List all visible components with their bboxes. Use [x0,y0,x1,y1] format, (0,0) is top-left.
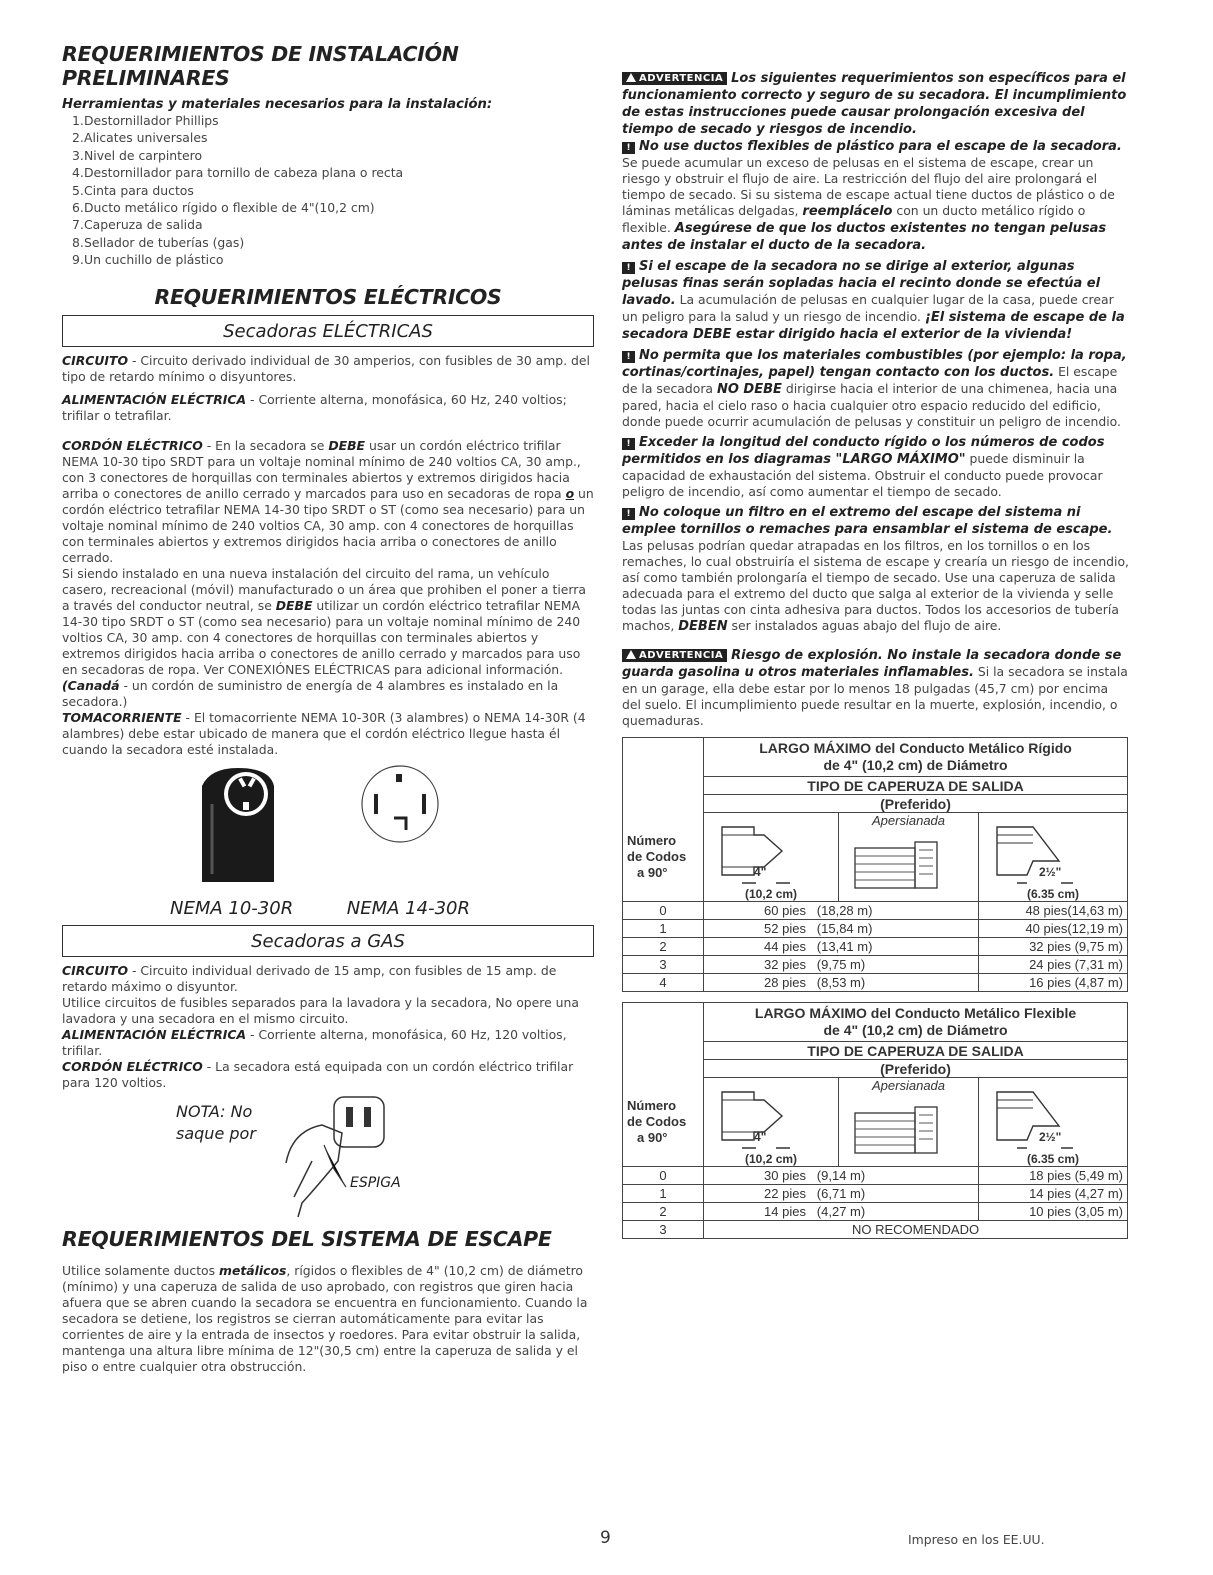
prong-label: ESPIGA [350,1174,401,1191]
angled-hood-cell: 2½" (6.35 cm) [979,813,1128,902]
list-item: 8.Sellador de tuberías (gas) [72,234,245,250]
table-subheader: (Preferido) [704,1060,1128,1078]
table-row: 0 30 pies (9,14 m) 18 pies (5,49 m) [623,1167,1128,1185]
warning-triangle-icon: ! [622,262,635,274]
page-number: 9 [600,1528,611,1548]
hood-cell: 4" (10,2 cm) [704,813,839,902]
electric-dryers-box: Secadoras ELÉCTRICAS [62,315,594,347]
tools-list [62,112,594,269]
list-item: 5.Cinta para ductos [72,182,194,198]
warning-triangle-icon: ! [622,142,635,154]
flexible-duct-table [622,1002,1128,1239]
elbows-header: Número de Codos a 90° [623,1078,704,1167]
list-item: 4.Destornillador para tornillo de cabeza plana o recta [72,165,404,181]
box-hood-icon [708,1086,834,1156]
circuit-paragraph: CIRCUITO - Circuito derivado individual de 30 amperios, con fusibles de 30 amp. del tipo de retardo mínimo o disyuntores. [62,352,590,384]
table-row: 3 NO RECOMENDADO [623,1221,1128,1239]
warning-badge: ADVERTENCIA [622,72,727,85]
table-subheader: TIPO DE CAPERUZA DE SALIDA [704,777,1128,795]
plug-figure [62,1091,594,1219]
louvered-cell: Apersianada [839,1078,979,1167]
printed-in-note: Impreso en los EE.UU. [908,1532,1045,1547]
warning-triangle-icon [626,650,636,659]
warning-5: ! Exceder la longitud del conducto rígido o los números de codos permitidos en los diagramas "LARGO MÁXIMO" puede disminuir la capacidad de exhaustación del sistema. Obstruir el conducto puede provocar peligro de incendio, así como aumentar el tiempo de secado. [622,435,1105,499]
angled-hood-icon [983,1086,1123,1156]
table-row: 0 60 pies (18,28 m) 48 pies(14,63 m) [623,902,1128,920]
list-item: 2.Alicates universales [72,130,208,146]
warning-1: ADVERTENCIA Los siguientes requerimientos son específicos para el funcionamiento correcto y seguro de su secadora. El incumplimiento de estas instrucciones puede causar prolongación excesiva del tiempo de secado y riesgos de incendio. [622,71,1127,137]
warning-badge: ADVERTENCIA [622,649,727,662]
table-row: 2 44 pies (13,41 m) 32 pies (9,75 m) [623,938,1128,956]
note-label: NOTA: No [176,1101,253,1121]
louvered-hood-icon [843,1093,973,1163]
left-column [62,42,594,1375]
gas-circuit-paragraph: CIRCUITO - Circuito individual derivado de 15 amp, con fusibles de 15 amp. de retardo máximo o disyuntor. Utilice circuitos de fusibles separados para la lavadora y la secadora, No opere una lavadora y una secadora en el mismo circuito. ALIMENTACIÓN ELÉCTRICA - Corriente alterna, monofásica, 60 Hz, 120 voltios, trifilar. CORDÓN ELÉCTRICO - La secadora está equipada con un cordón eléctrico trifilar para 120 voltios. [62,962,579,1090]
warning-2: ! No use ductos flexibles de plástico para el escape de la secadora. Se puede acumular un exceso de pelusas en el sistema de escape, crear un riesgo y obstruir el flujo de aire. La restricción del flujo del aire prolongará el tiempo de secado. Si su sistema de escape actual tiene ductos de plástico o de láminas metálicas delgadas, reemplácelo con un ducto metálico rígido o flexible. Asegúrese de que los ductos existentes no tengan pelusas antes de instalar el ducto de la secadora. [622,139,1122,253]
gas-dryers-box: Secadoras a GAS [62,925,594,957]
warning-triangle-icon [626,73,636,82]
list-item: 7.Caperuza de salida [72,217,203,233]
table-subheader: TIPO DE CAPERUZA DE SALIDA [704,1042,1128,1060]
table-row: 1 52 pies (15,84 m) 40 pies(12,19 m) [623,920,1128,938]
nema-14-30r-receptacle-icon [362,766,438,842]
receptacle-illustration [62,764,594,892]
preliminary-title: REQUERIMIENTOS DE INSTALACIÓN PRELIMINARES [62,42,459,90]
table-row: 2 14 pies (4,27 m) 10 pies (3,05 m) [623,1203,1128,1221]
table-title: LARGO MÁXIMO del Conducto Metálico Flexible de 4" (10,2 cm) de Diámetro [704,1003,1128,1042]
nema-10-30r-receptacle-icon [202,768,274,882]
list-item: 6.Ducto metálico rígido o flexible de 4"(10,2 cm) [72,200,375,216]
warning-triangle-icon: ! [622,438,635,450]
hood-cell: 4" (10,2 cm) [704,1078,839,1167]
list-item: 3.Nivel de carpintero [72,147,203,163]
right-column [622,70,1130,1239]
warning-4: ! No permita que los materiales combustibles (por ejemplo: la ropa, cortinas/cortinajes, papel) tengan contacto con los ductos. El escape de la secadora NO DEBE dirigirse hacia el interior de una chimenea, hacia una pared, hacia el cielo raso o hacia cualquier otro espacio reducido del edificio, donde puede ocurrir acumulación de pelusas y constituir un peligro de incendio. [622,348,1127,429]
louvered-cell: Apersianada [839,813,979,902]
exhaust-paragraph: Utilice solamente ductos metálicos, rígidos o flexibles de 4" (10,2 cm) de diámetro (mínimo) y una caperuza de salida de uso aprobado, con registros que giren hacia afuera que se abren cuando la secadora se encuentra en funcionamiento. Cuando la secadora se detiene, los registros se cierran automáticamente para evitar las corrientes de aire y la entrada de insectos y roedores. Para evitar obstruir la salida, mantenga una altura libre mínima de 12"(30,5 cm) entre la caperuza de salida y el piso o entre cualquier otra obstrucción. [62,1262,588,1374]
warning-triangle-icon: ! [622,351,635,363]
nema-labels [170,898,470,919]
angled-hood-cell: 2½" (6.35 cm) [979,1078,1128,1167]
table-row: 1 22 pies (6,71 m) 14 pies (4,27 m) [623,1185,1128,1203]
elbows-header: Número de Codos a 90° [623,813,704,902]
warning-triangle-icon: ! [622,508,635,520]
nema-10-30r-label: NEMA 10-30R [170,897,294,919]
nema-14-30r-label: NEMA 14-30R [346,897,470,919]
tools-heading: Herramientas y materiales necesarios para la instalación: [62,97,493,112]
receptacle-figures [62,764,594,892]
table-row: 3 32 pies (9,75 m) 24 pies (7,31 m) [623,956,1128,974]
warning-7: ADVERTENCIA Riesgo de explosión. No instale la secadora donde se guarda gasolina u otros materiales inflamables. Si la secadora se instala en un garage, ella debe estar por lo menos 18 pulgadas (45,7 cm) por encima del suelo. El incumplimiento puede resultar en la muerte, explosión, incendio, o quemaduras. [622,648,1128,728]
angled-hood-icon [983,821,1123,891]
table-title: LARGO MÁXIMO del Conducto Metálico Rígido de 4" (10,2 cm) de Diámetro [704,738,1128,777]
power-paragraph: ALIMENTACIÓN ELÉCTRICA - Corriente alterna, monofásica, 60 Hz, 240 voltios; trifilar o tetrafilar. [62,391,567,423]
list-item: 1.Destornillador Phillips [72,113,219,128]
cord-paragraph: CORDÓN ELÉCTRICO - En la secadora se DEBE usar un cordón eléctrico trifilar NEMA 10-30 tipo SRDT para un voltaje nominal mínimo de 240 voltios CA, 30 amp., con 3 conectores de horquillas con terminales abiertos y extremos dirigidos hacia arriba o conectores de anillo cerrado y marcados para uso en secadoras de ropa o un cordón eléctrico tetrafilar NEMA 14-30 tipo SRDT o ST (como sea necesario) para un voltaje nominal mínimo de 240 voltios CA, 30 amp. con 4 conectores de horquillas con terminales abiertos y extremos dirigidos hacia arriba o conectores de anillo cerrado. Si siendo instalado en una nueva instalación del circuito del rama, un vehículo casero, recreacional (móvil) manufacturado o un área que prohiben el poner a tierra a través del conductor neutral, se DEBE utilizar un cordón eléctrico tetrafilar NEMA 14-30 tipo SRDT o ST (como sea necesario) para un voltaje nominal mínimo de 240 voltios CA, 30 amp. con 4 conectores de horquillas con terminales abiertos y extremos dirigidos hacia arriba o conectores de anillo cerrado y marcados para uso en secadoras de ropa. Ver CONEXIÓNES ELÉCTRICAS para adicional información. (Canadá - un cordón de suministro de energía de 4 alambres es instalado en la secadora.) TOMACORRIENTE - El tomacorriente NEMA 10-30R (3 alambres) o NEMA 14-30R (4 alambres) debe estar ubicado de manera que el cordón eléctrico llegue hasta él cuando la secadora esté instalada. [62,437,594,757]
table-subheader: (Preferido) [704,795,1128,813]
table-row: 4 28 pies (8,53 m) 16 pies (4,87 m) [623,974,1128,992]
warning-3: ! Si el escape de la secadora no se dirige al exterior, algunas pelusas finas serán sopladas hacia el recinto donde se efectúa el lavado. La acumulación de pelusas en cualquier lugar de la casa, puede crear un peligro para la salud y un riesgo de incendio. ¡El sistema de escape de la secadora DEBE estar dirigido hacia el exterior de la vivienda! [622,259,1125,342]
box-hood-icon [708,821,834,891]
exhaust-title: REQUERIMIENTOS DEL SISTEMA DE ESCAPE [62,1226,552,1251]
warning-6: ! No coloque un filtro en el extremo del escape del sistema ni emplee tornillos o remaches para ensamblar el sistema de escape. Las pelusas podrían quedar atrapadas en los filtros, en los tornillos o en los remaches, lo cual obstruiría el sistema de escape y crearía un riesgo de incendio, así como también prolongaría el tiempo de secado. Use una caperuza de salida adecuada para el extremo del ducto que salga al exterior de la vivienda y selle todas las juntas con cinta adhesiva para ductos. Todos los accesorios de tubería machos, DEBEN ser instalados aguas abajo del flujo de aire. [622,505,1129,634]
note-label-2: saque por [176,1123,256,1143]
rigid-duct-table [622,737,1128,992]
electrical-title: REQUERIMIENTOS ELÉCTRICOS [154,284,502,309]
three-prong-plug-icon [62,1091,594,1219]
louvered-hood-icon [843,828,973,898]
list-item: 9.Un cuchillo de plástico [72,252,224,268]
